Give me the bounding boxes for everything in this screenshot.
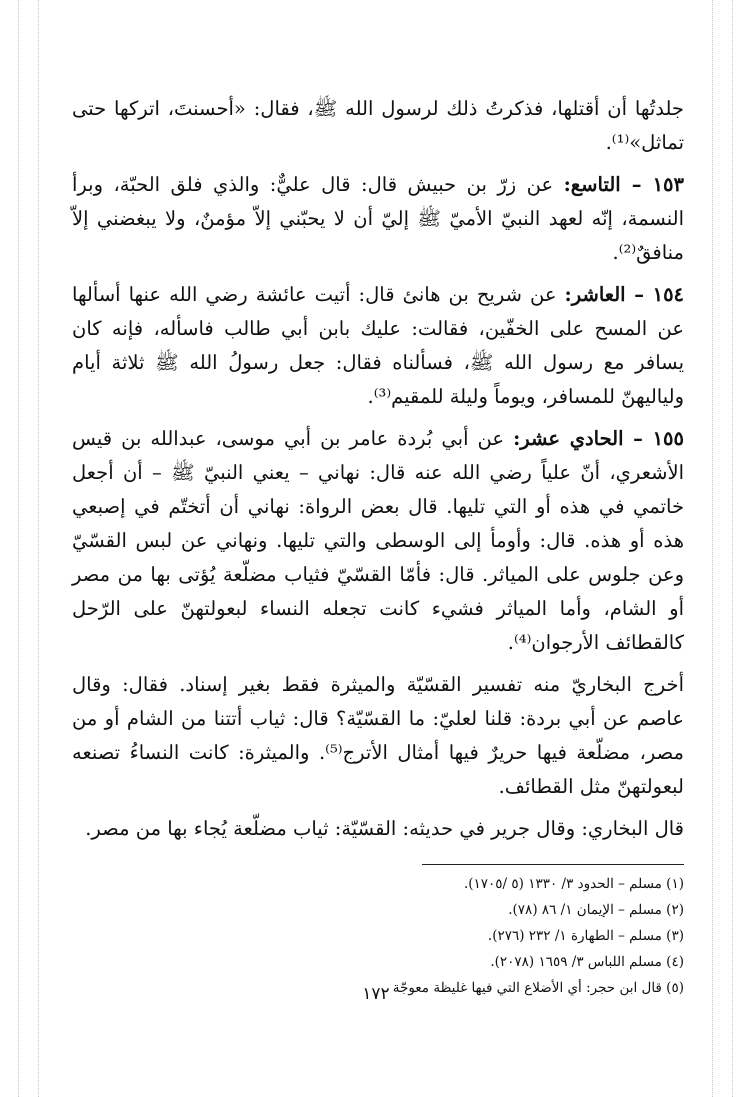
- paragraph: [72, 92, 684, 160]
- paragraph-text: جلدتُها أن أقتلها، فذكرتُ ذلك لرسول الله ﷺ، فقال: «أحسنتَ، اتركها حتى تماثل»⁽¹⁾.: [72, 97, 684, 154]
- hadith-title: العاشر:: [564, 283, 626, 306]
- paragraph-text: أخرج البخاريّ منه تفسير القسّيّة والميثرة فقط بغير إسناد. فقال: وقال عاصم عن أبي بردة: قلنا لعليّ: ما القسّيّة؟ قال: ثياب أتتنا من الشام أو من مصر، مضلّعة فيها حريرٌ فيها أمثال الأترج⁽⁵⁾. والميثرة: كانت النساءُ تصنعه لبعولتهنّ مثل القطائف.: [72, 673, 684, 798]
- paragraph: [72, 422, 684, 660]
- footnote: (٥) قال ابن حجر: أي الأضلاع التي فيها غليظة معوجّة: [392, 980, 684, 996]
- paragraph: [72, 168, 684, 270]
- paragraph: [72, 812, 684, 846]
- paragraph-text: عن زرّ بن حبيش قال: قال عليٌّ: والذي فلق الحبّة، وبرأ النسمة، إنّه لعهد النبيّ الأميّ ﷺ إليّ أن لا يحبّني إلاّ مؤمنٌ، ولا يبغضني إلاّ منافقٌ⁽²⁾.: [72, 173, 684, 264]
- scan-guide-right: [712, 0, 713, 1097]
- scan-guide-left-2: [38, 0, 39, 1097]
- page-number: ١٧٢: [362, 984, 390, 1004]
- hadith-number: ١٥٥ –: [623, 427, 684, 450]
- paragraph-text: قال البخاري: وقال جرير في حديثه: القسّيّة: ثياب مضلّعة يُجاء بها من مصر.: [85, 817, 684, 840]
- paragraph: [72, 668, 684, 804]
- footnote: (٣) مسلم – الطهارة ١/ ٢٣٢ (٢٧٦).: [487, 928, 684, 944]
- hadith-title: الحادي عشر:: [513, 427, 624, 450]
- paragraph: [72, 278, 684, 414]
- hadith-number: ١٥٣ –: [620, 173, 684, 196]
- paragraph-text: عن أبي بُردة عامر بن أبي موسى، عبدالله بن قيس الأشعري، أنّ علياً رضي الله عنه قال: نهاني – يعني النبيّ ﷺ – أن أجعل خاتمي في هذه أو التي تليها. قال بعض الرواة: نهاني أن أتختّم في إصبعي هذه أو هذه. قال: وأومأ إلى الوسطى والتي تليها. ونهاني عن لبس القسّيّ وعن جلوس على المياثر. قال: فأمّا القسّيّ فثياب مضلّعة يُؤتى بها من مصر أو الشام، وأما المياثر فشيء كانت تجعله النساء لبعولتهنّ على الرّحل كالقطائف الأرجوان⁽⁴⁾.: [72, 427, 684, 654]
- footnote-divider: [422, 864, 684, 865]
- hadith-number: ١٥٤ –: [625, 283, 685, 306]
- footnote: (٢) مسلم – الإيمان ١/ ٨٦ (٧٨).: [508, 902, 684, 918]
- book-page: [72, 92, 684, 1001]
- paragraph-text: عن شريح بن هانئ قال: أتيت عائشة رضي الله عنها أسألها عن المسح على الخفّين، فقالت: عليك بابن أبي طالب فاسأله، فإنه كان يسافر مع رسول الله ﷺ، فسألناه فقال: جعل رسولُ الله ﷺ ثلاثة أيام ولياليهنّ للمسافر، ويوماً وليلة للمقيم⁽³⁾.: [72, 283, 684, 408]
- scan-guide-left: [18, 0, 19, 1097]
- hadith-title: التاسع:: [563, 173, 621, 196]
- footnote: (٤) مسلم اللباس ٣/ ١٦٥٩ (٢٠٧٨).: [490, 954, 684, 970]
- footnote: (١) مسلم – الحدود ٣/ ١٣٣٠ (٥ /١٧٠٥).: [463, 876, 684, 892]
- scan-guide-right-2: [732, 0, 733, 1097]
